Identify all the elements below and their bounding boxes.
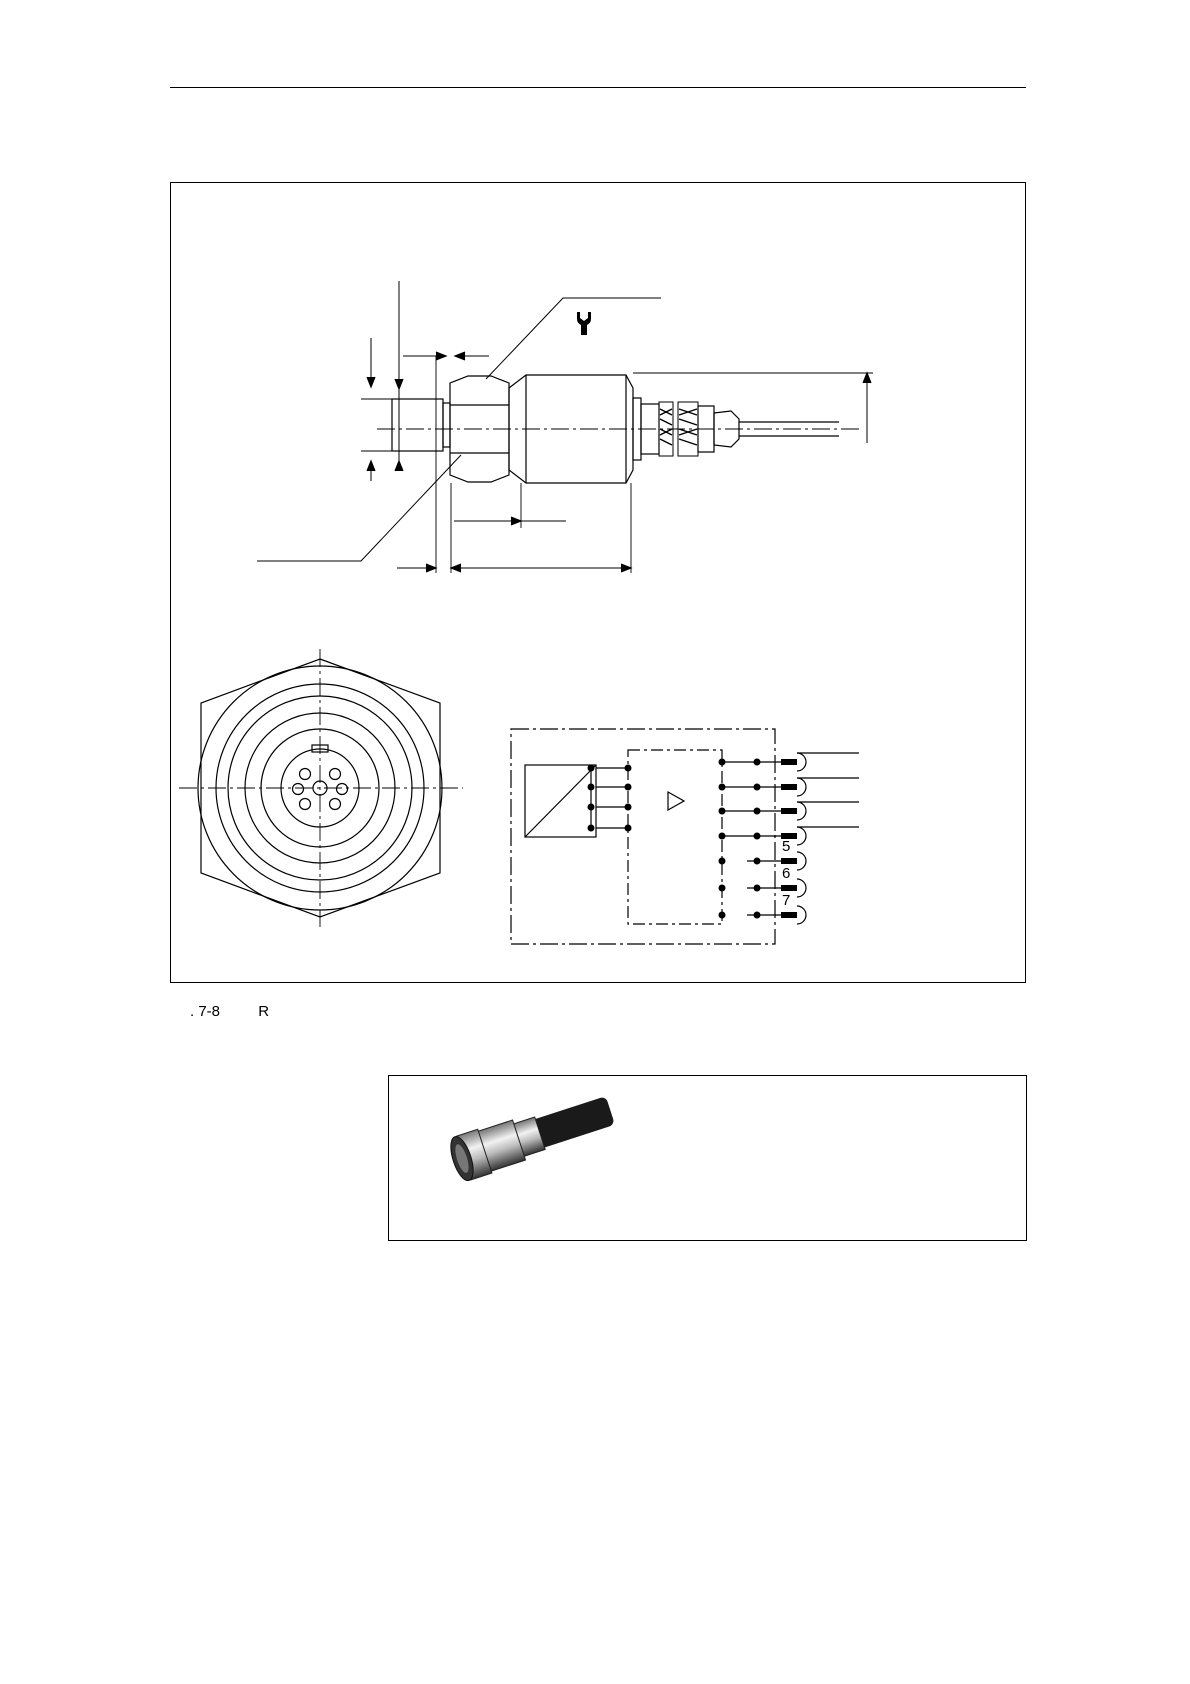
figure-number: . 7-8	[190, 1003, 221, 1020]
header-rule	[170, 87, 1026, 88]
technical-drawing	[171, 183, 1027, 984]
cable-connector-icon	[389, 1076, 1028, 1242]
technical-drawing-frame	[170, 182, 1026, 983]
sensor-front-view	[179, 649, 463, 927]
wrench-icon	[577, 312, 591, 335]
connector-image-frame	[388, 1075, 1027, 1241]
pin-label-5: 5	[782, 838, 791, 855]
pin-label-6: 6	[782, 865, 791, 882]
wiring-schematic	[511, 729, 859, 944]
figure-caption	[190, 1003, 269, 1020]
thread-nipple	[392, 399, 443, 451]
amplifier-triangle-icon	[668, 792, 684, 810]
pin-label-7: 7	[782, 892, 791, 909]
figure-caption-text: R	[258, 1003, 270, 1020]
thread-step	[443, 403, 450, 447]
sensor-side-view	[257, 281, 873, 573]
